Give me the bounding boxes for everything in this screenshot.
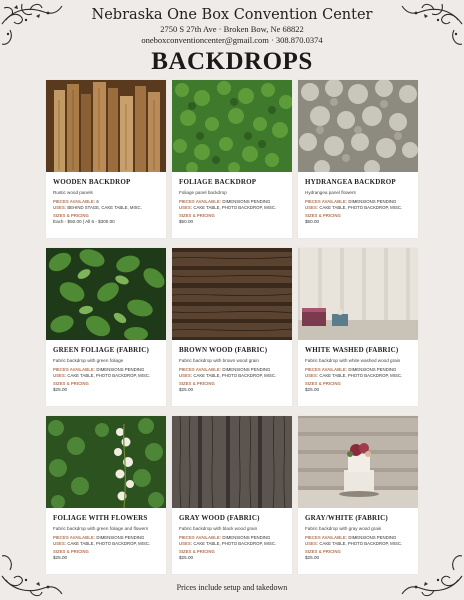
venue-contact: oneboxconventioncenter@gmail.com · 308.870.0374 — [141, 35, 323, 45]
pieces-value: DIMENSIONS PENDING — [96, 535, 145, 540]
pieces-value: DIMENSIONS PENDING — [222, 367, 271, 372]
pieces-label: PIECES AVAILABLE: — [179, 199, 222, 204]
card-title: WOODEN BACKDROP — [53, 178, 131, 186]
gray-white-cake-photo — [298, 416, 418, 508]
venue-name: Nebraska One Box Convention Center — [91, 7, 373, 23]
card-description: Fabric backdrop with white washed wood grain — [305, 358, 401, 363]
pieces-value: 6 — [96, 199, 99, 204]
uses-label: USES: — [179, 540, 193, 546]
sizes-label: SIZES & PRICING — [53, 381, 89, 387]
pieces-value: DIMENSIONS PENDING — [222, 535, 271, 540]
price-value: $25.00 — [305, 554, 320, 560]
uses-value: BEHIND STAGE, CAKE TABLE, MISC. — [67, 204, 142, 210]
sizes-label: SIZES & PRICING — [53, 549, 89, 555]
uses-value: CAKE TABLE, PHOTO BACKDROP, MISC. — [67, 540, 151, 546]
uses-value: CAKE TABLE, PHOTO BACKDROP, MISC. — [193, 540, 277, 546]
uses-label: USES: — [305, 540, 319, 546]
uses-label: USES: — [305, 204, 319, 210]
card-title: FOLIAGE WITH FLOWERS — [53, 514, 148, 522]
uses-label: USES: — [179, 204, 193, 210]
uses-label: USES: — [53, 204, 67, 210]
card-title: GRAY WOOD (FABRIC) — [179, 514, 260, 522]
card-title: WHITE WASHED (FABRIC) — [305, 346, 399, 354]
sizes-label: SIZES & PRICING — [53, 213, 89, 219]
pieces-label: PIECES AVAILABLE: — [305, 535, 348, 540]
sizes-label: SIZES & PRICING — [179, 213, 215, 219]
pieces-value: DIMENSIONS PENDING — [348, 535, 397, 540]
pieces-value: DIMENSIONS PENDING — [96, 367, 145, 372]
pieces-value: DIMENSIONS PENDING — [222, 199, 271, 204]
sizes-label: SIZES & PRICING — [179, 381, 215, 387]
pieces-label: PIECES AVAILABLE: — [305, 199, 348, 204]
backdrop-card-gray-white — [298, 416, 418, 574]
uses-label: USES: — [305, 372, 319, 378]
backdrop-card-brown-wood — [172, 248, 292, 406]
price-value: $25.00 — [179, 386, 194, 392]
price-value: $25.00 — [53, 554, 68, 560]
uses-label: USES: — [53, 540, 67, 546]
hydrangea-photo — [298, 80, 418, 172]
price-value: $25.00 — [305, 386, 320, 392]
backdrop-card-wooden — [46, 80, 166, 238]
foliage-photo — [172, 80, 292, 172]
brown-wood-photo — [172, 248, 292, 340]
price-value: Each - $50.00 | All 6 - $300.00 — [53, 218, 115, 224]
backdrop-card-foliage — [172, 80, 292, 238]
uses-value: CAKE TABLE, PHOTO BACKDROP, MISC. — [319, 540, 403, 546]
page-header — [0, 6, 464, 76]
footer-note: Prices include setup and takedown — [176, 583, 288, 592]
sizes-label: SIZES & PRICING — [305, 549, 341, 555]
page-title: BACKDROPS — [151, 48, 313, 75]
card-title: GRAY/WHITE (FABRIC) — [305, 514, 388, 522]
price-value: $25.00 — [179, 554, 194, 560]
card-title: BROWN WOOD (FABRIC) — [179, 346, 268, 354]
pieces-label: PIECES AVAILABLE: — [179, 367, 222, 372]
pieces-value: DIMENSIONS PENDING — [348, 367, 397, 372]
pieces-label: PIECES AVAILABLE: — [53, 367, 96, 372]
card-title: HYDRANGEA BACKDROP — [305, 178, 396, 186]
backdrop-card-hydrangea — [298, 80, 418, 238]
sizes-label: SIZES & PRICING — [305, 381, 341, 387]
sizes-label: SIZES & PRICING — [179, 549, 215, 555]
card-description: Fabric backdrop with green foliage — [53, 358, 124, 363]
uses-value: CAKE TABLE, PHOTO BACKDROP, MISC. — [67, 372, 151, 378]
uses-label: USES: — [53, 372, 67, 378]
uses-value: CAKE TABLE, PHOTO BACKDROP, MISC. — [193, 204, 277, 210]
pieces-label: PIECES AVAILABLE: — [179, 535, 222, 540]
gray-wood-photo — [172, 416, 292, 508]
card-description: Fabric backdrop with gray wood grain — [305, 526, 382, 531]
card-description: Fabric backdrop with green foliage and flowers — [53, 526, 148, 531]
card-description: Rustic wood panels — [53, 190, 93, 195]
pieces-label: PIECES AVAILABLE: — [305, 367, 348, 372]
backdrop-card-foliage-flowers — [46, 416, 166, 574]
sizes-label: SIZES & PRICING — [305, 213, 341, 219]
card-title: FOLIAGE BACKDROP — [179, 178, 257, 186]
uses-value: CAKE TABLE, PHOTO BACKDROP, MISC. — [193, 372, 277, 378]
card-description: Fabric backdrop with brown wood grain — [179, 358, 259, 363]
card-description: Fabric backdrop with black wood grain — [179, 526, 258, 531]
backdrop-card-gray-wood — [172, 416, 292, 574]
foliage-flowers-photo — [46, 416, 166, 508]
backdrop-card-green-foliage — [46, 248, 166, 406]
uses-label: USES: — [179, 372, 193, 378]
uses-value: CAKE TABLE, PHOTO BACKDROP, MISC. — [319, 372, 403, 378]
white-washed-photo — [298, 248, 418, 340]
price-value: $50.00 — [305, 218, 320, 224]
pieces-label: PIECES AVAILABLE: — [53, 535, 96, 540]
green-leaves-photo — [46, 248, 166, 340]
card-title: GREEN FOLIAGE (FABRIC) — [53, 346, 150, 354]
uses-value: CAKE TABLE, PHOTO BACKDROP, MISC. — [319, 204, 403, 210]
price-value: $50.00 — [179, 218, 194, 224]
venue-address: 2750 S 27th Ave · Broken Bow, Ne 68822 — [160, 24, 304, 34]
card-description: Foliage panel backdrop — [179, 190, 227, 195]
card-description: Hydrangea panel flowers — [305, 190, 356, 195]
pieces-value: DIMENSIONS PENDING — [348, 199, 397, 204]
backdrop-card-white-washed — [298, 248, 418, 406]
pieces-label: PIECES AVAILABLE: — [53, 199, 96, 204]
wood-panels-photo — [46, 80, 166, 172]
price-value: $25.00 — [53, 386, 68, 392]
